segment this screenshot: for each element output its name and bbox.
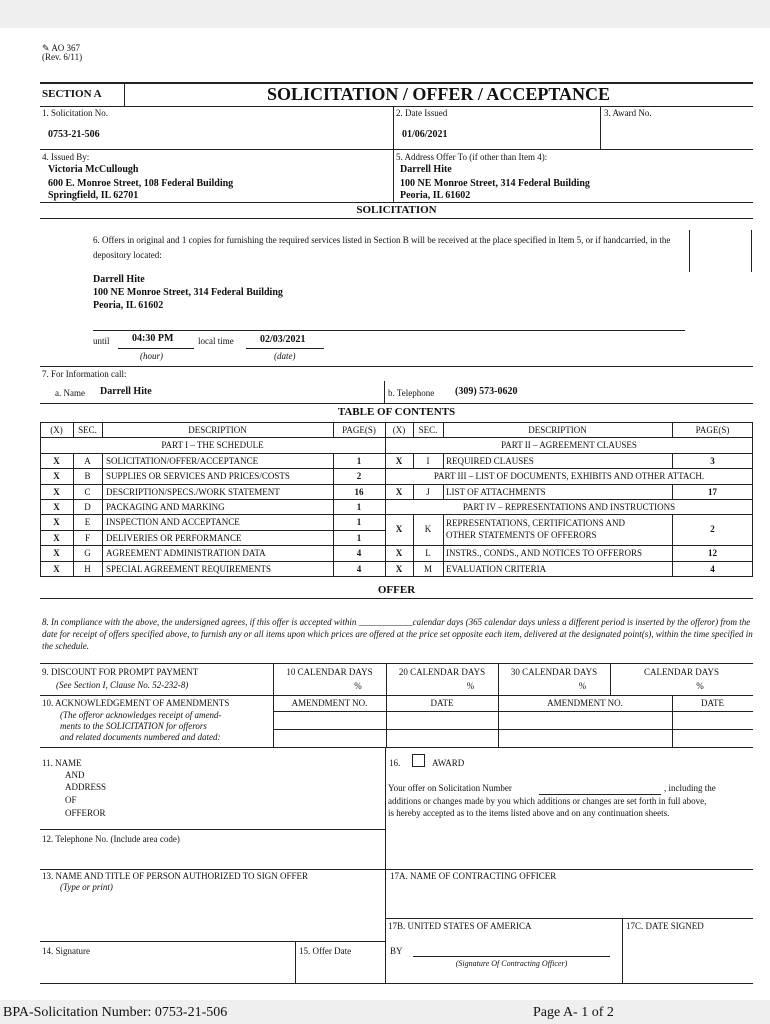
info-phone-value: (309) 573-0620 [455,386,518,397]
rule [40,218,753,219]
until-time: 04:30 PM [132,333,174,344]
toc-pages: 1 [356,456,362,466]
toc-col-desc: DESCRIPTION [528,425,587,435]
page-title: SOLICITATION / OFFER / ACCEPTANCE [266,84,611,104]
amend-label: 10. ACKNOWLEDGEMENT OF AMENDMENTS [42,698,230,708]
rule [40,695,753,696]
info-name-value: Darrell Hite [100,386,152,397]
amend-sub: ments to the SOLICITATION for offerors [60,721,207,731]
toc-part3: PART III – LIST OF DOCUMENTS, EXHIBITS AND OTHER ATTACH. [433,471,705,481]
toc-col-sec: SEC. [418,425,438,435]
toc-desc: SOLICITATION/OFFER/ACCEPTANCE [106,456,259,466]
toc-mark: X [53,456,60,466]
rule [40,747,753,748]
offeror-name-label: 11. NAME [42,758,82,768]
rule [751,230,752,272]
toc-pages: 4 [356,564,362,574]
toc-pages: 1 [356,502,362,512]
toc-desc: REPRESENTATIONS, CERTIFICATIONS AND [446,518,626,528]
offeror-name-label: ADDRESS [65,782,107,792]
rule [40,561,753,562]
rule [102,453,103,577]
toc-desc: PACKAGING AND MARKING [106,502,225,512]
depository-line: 100 NE Monroe Street, 314 Federal Building [93,287,283,298]
by-label: BY [390,946,403,956]
offeror-name-label: OF [65,795,77,805]
toc-col-x: (X) [50,425,63,435]
toc-mark: X [395,564,403,574]
toc-sec: G [84,548,91,558]
issued-by-line: 600 E. Monroe Street, 108 Federal Building [48,178,234,189]
footer-page: Page A- 1 of 2 [533,1005,614,1020]
address-offer-line: Darrell Hite [400,164,452,175]
contracting-officer-label: 17A. NAME OF CONTRACTING OFFICER [390,871,557,881]
toc-mark: X [53,564,60,574]
toc-mark: X [53,517,60,527]
discount-sub: (See Section I, Clause No. 52-232-8) [56,680,189,690]
toc-sec: L [425,548,431,558]
address-offer-line: Peoria, IL 61602 [400,190,471,201]
discount-30-days: 30 CALENDAR DAYS [510,667,598,677]
toc-mark: X [395,548,403,558]
address-offer-label: 5. Address Offer To (if other than Item 4): [396,152,548,162]
toc-pages: 16 [354,487,364,497]
toc-mark: X [53,487,60,497]
toc-desc: LIST OF ATTACHMENTS [446,487,546,497]
toc-heading: TABLE OF CONTENTS [337,406,456,418]
toc-col-pages: PAGE(S) [695,425,730,435]
rule [600,106,601,149]
rule [385,918,753,919]
rule [443,514,444,577]
toc-sec: H [84,564,91,574]
toc-pages: 4 [356,548,362,558]
rule [622,918,623,983]
authorized-name-label: 13. NAME AND TITLE OF PERSON AUTHORIZED TO SIGN OFFER [42,871,309,881]
toc-mark: X [395,487,403,497]
date-signed-label: 17C. DATE SIGNED [626,921,704,931]
discount-10-days: 10 CALENDAR DAYS [286,667,373,677]
rule [40,468,753,469]
award-number-label: 16. [389,758,401,768]
rule [40,484,753,485]
toc-mark: X [53,502,60,512]
toc-part4: PART IV – REPRESENTATIONS AND INSTRUCTIONS [462,502,676,512]
discount-10-pct: % [354,681,362,691]
amend-date-header: DATE [430,698,454,708]
award-text: is hereby accepted as to the items listed above and on any continuation sheets. [388,808,670,818]
toc-pages: 4 [710,564,715,574]
form-id-text: AO 367 [51,43,81,53]
hour-caption: (hour) [140,351,163,361]
local-time-label: local time [198,336,234,346]
discount-label: 9. DISCOUNT FOR PROMPT PAYMENT [42,667,199,677]
toc-sec: M [423,564,432,574]
toc-desc: SUPPLIES OR SERVICES AND PRICES/COSTS [106,471,290,481]
discount-20-pct: % [466,681,475,691]
toc-sec: E [84,517,91,527]
rule [40,598,753,599]
section-label: SECTION A [42,88,102,100]
usa-label: 17B. UNITED STATES OF AMERICA [388,921,532,931]
issued-by-line: Springfield, IL 62701 [48,190,139,201]
award-checkbox[interactable] [412,754,425,767]
toc-sec: I [426,456,430,466]
award-label: AWARD [432,758,465,768]
date-issued-label: 2. Date Issued [396,108,448,118]
rule [40,663,753,664]
award-text: additions or changes made by you which additions or changes are set forth in full above, [388,796,707,806]
offer-heading: OFFER [377,584,416,596]
toc-part1: PART I – THE SCHEDULE [161,440,264,450]
signature-line[interactable] [413,956,610,957]
issued-by-line: Victoria McCullough [48,164,139,175]
toc-desc: EVALUATION CRITERIA [446,564,547,574]
toc-sec: B [84,471,91,481]
toc-desc: REQUIRED CLAUSES [446,456,534,466]
pen-icon: ✎ [42,43,50,53]
rule [93,330,685,331]
amend-sub: and related documents numbered and dated: [60,732,221,742]
toc-sec: F [84,533,90,543]
info-phone-label: b. Telephone [388,388,435,398]
rule [40,202,753,203]
rule [40,453,753,454]
discount-cal-pct: % [696,681,704,691]
toc-desc: SPECIAL AGREEMENT REQUIREMENTS [106,564,272,574]
rule [40,403,753,404]
toc-pages: 1 [356,517,362,527]
toc-col-pages: PAGE(S) [342,425,376,435]
rule [40,366,753,367]
issued-by-label: 4. Issued By: [42,152,90,162]
toc-mark: X [395,524,403,534]
authorized-name-sub: (Type or print) [60,882,113,892]
toc-desc: INSPECTION AND ACCEPTANCE [106,517,240,527]
toc-sec: A [84,456,91,466]
rule [40,514,753,515]
discount-cal-days: CALENDAR DAYS [644,667,719,677]
rule [273,729,753,730]
toc-sec: D [84,502,91,512]
toc-col-x: (X) [392,425,406,435]
amend-no-header: AMENDMENT NO. [291,698,368,708]
toc-mark: X [395,456,403,466]
toc-col-desc: DESCRIPTION [188,425,247,435]
amend-date-header: DATE [701,698,724,708]
rule [40,106,753,107]
form-rev: (Rev. 6/11) [42,52,83,62]
until-label: until [93,336,110,346]
rule [40,149,753,150]
rule [295,941,296,983]
rule [40,869,753,870]
toc-desc: INSTRS., CONDS., AND NOTICES TO OFFERORS [446,548,642,558]
rule [40,545,753,546]
toc-pages: 3 [710,456,715,466]
toc-sec: K [424,524,432,534]
solicitation-heading: SOLICITATION [356,204,437,216]
offer-date-label: 15. Offer Date [299,946,352,956]
toc-desc: DELIVERIES OR PERFORMANCE [106,533,242,543]
rule [40,437,753,438]
toc-pages: 12 [708,548,717,558]
discount-20-days: 20 CALENDAR DAYS [398,667,486,677]
toc-desc: DESCRIPTION/SPECS./WORK STATEMENT [106,487,280,497]
info-call-label: 7. For Information call: [42,369,127,379]
rule [40,829,385,830]
toc-desc: AGREEMENT ADMINISTRATION DATA [106,548,266,558]
toc-col-sec: SEC. [78,425,97,435]
rule [246,348,324,349]
footer-solicitation: BPA-Solicitation Number: 0753-21-506 [3,1005,228,1020]
signature-caption: (Signature Of Contracting Officer) [455,959,568,968]
toc-mark: X [53,548,60,558]
rule [273,711,753,712]
toc-pages: 2 [710,524,715,534]
amend-sub: (The offeror acknowledges receipt of amend- [60,710,222,720]
award-text: , including the [664,783,716,793]
toc-pages: 2 [356,471,362,481]
award-solicitation-line[interactable] [539,794,661,795]
rule [393,106,394,149]
toc-pages: 1 [356,533,362,543]
rule [40,941,385,942]
item6-text: 6. Offers in original and 1 copies for furnishing the required services listed in Section B will be received at the place specified in Item 5, or if handcarried, in the depository located: [93,235,671,260]
info-name-label: a. Name [55,388,85,398]
toc-sec: J [426,487,430,497]
rule [443,453,444,468]
rule [443,484,444,499]
amend-no-header: AMENDMENT NO. [547,698,623,708]
rule [40,499,753,500]
address-offer-line: 100 NE Monroe Street, 314 Federal Building [400,178,590,189]
toc-mark: X [53,533,60,543]
offeror-name-label: OFFEROR [65,808,106,818]
date-issued-value: 01/06/2021 [402,129,448,140]
depository-line: Darrell Hite [93,274,145,285]
rule [393,149,394,202]
toc-sec: C [84,487,91,497]
solicitation-no-label: 1. Solicitation No. [42,108,108,118]
depository-line: Peoria, IL 61602 [93,300,164,311]
toc-part2: PART II – AGREEMENT CLAUSES [501,440,637,450]
rule [385,747,386,983]
toc-desc: OTHER STATEMENTS OF OFFERORS [446,530,597,540]
until-date: 02/03/2021 [260,334,306,345]
award-no-label: 3. Award No. [604,108,652,118]
signature-label: 14. Signature [42,946,90,956]
rule [40,983,753,984]
top-toolbar-strip [0,0,770,28]
rule [384,381,385,403]
toc-pages: 17 [708,487,717,497]
date-caption: (date) [274,351,296,361]
discount-30-pct: % [578,681,587,691]
rule [689,230,690,272]
offeror-name-label: AND [65,770,85,780]
item8-text: 8. In compliance with the above, the undersigned agrees, if this offer is accepted within ____________calendar days (365 calendar days unless a different period is inserted by the offeror) from the date for receipt of offers specified above, to furnish any or all items upon which prices are offered at the price set opposite each item, delivered at the designated point(s), within the time specified in the schedule. [42,617,753,651]
award-text: Your offer on Solicitation Number [388,783,512,793]
telephone-label: 12. Telephone No. (Include area code) [42,834,180,844]
rule [118,348,194,349]
toc-mark: X [53,471,60,481]
solicitation-no-value: 0753-21-506 [48,129,100,140]
